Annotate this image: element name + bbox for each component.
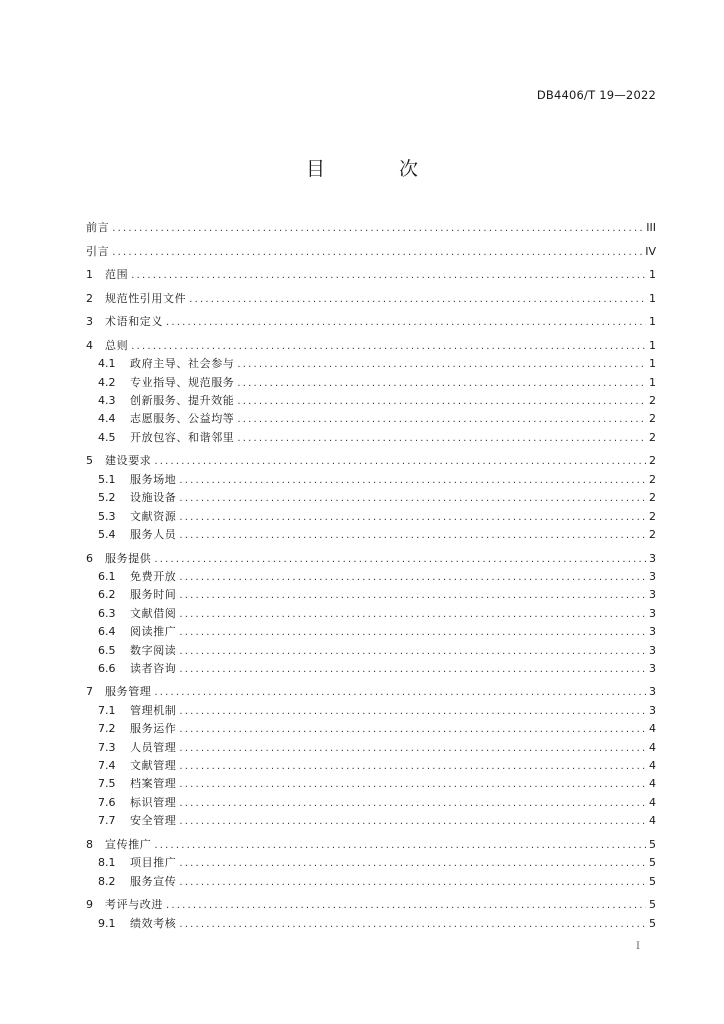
toc-entry[interactable]	[86, 775, 656, 793]
toc-entry-label: 引言	[86, 244, 110, 258]
toc-leader-dots	[166, 897, 646, 915]
toc-leader-dots	[237, 393, 646, 411]
toc-entry[interactable]	[86, 720, 656, 738]
toc-entry[interactable]	[86, 568, 656, 586]
toc-leader-dots	[237, 356, 646, 374]
toc-entry-page: 5	[649, 898, 656, 912]
toc-entry-page: 2	[649, 394, 656, 408]
toc-entry-page: IV	[645, 244, 656, 258]
toc-entry-number: 5	[86, 454, 93, 468]
toc-entry-number: 4.3	[98, 394, 116, 408]
toc-entry-label: 政府主导、社会参与	[130, 357, 235, 371]
toc-entry-label: 规范性引用文件	[105, 291, 187, 305]
toc-leader-dots	[179, 776, 646, 794]
toc-leader-dots	[237, 411, 646, 429]
toc-leader-dots	[179, 606, 646, 624]
toc-entry-number: 5.3	[98, 509, 116, 523]
toc-entry-page: 3	[649, 588, 656, 602]
toc-entry-page: 4	[649, 722, 656, 736]
toc-entry[interactable]	[86, 739, 656, 757]
toc-entry[interactable]	[86, 471, 656, 489]
toc-entry-label: 开放包容、和谐邻里	[130, 430, 235, 444]
toc-entry-number: 9.1	[98, 916, 116, 930]
toc-entry-number: 6.6	[98, 661, 116, 675]
toc-leader-dots	[179, 813, 646, 831]
toc-entry-page: 4	[649, 777, 656, 791]
toc-entry-number: 7.5	[98, 777, 116, 791]
toc-leader-dots	[112, 220, 643, 238]
toc-leader-dots	[179, 758, 646, 776]
toc-entry-number: 7.7	[98, 814, 116, 828]
toc-leader-dots	[179, 721, 646, 739]
toc-entry-page: 1	[649, 315, 656, 329]
toc-entry-page: 1	[649, 268, 656, 282]
toc-entry-number: 7.6	[98, 795, 116, 809]
toc-entry[interactable]	[86, 429, 656, 447]
toc-entry-page: 3	[649, 685, 656, 699]
toc-entry-label: 人员管理	[130, 740, 177, 754]
toc-entry-number: 7.1	[98, 703, 116, 717]
toc-entry-label: 总则	[105, 338, 129, 352]
toc-entry[interactable]	[86, 757, 656, 775]
toc-leader-dots	[154, 551, 646, 569]
toc-entry-page: 2	[649, 454, 656, 468]
toc-entry-label: 文献资源	[130, 509, 177, 523]
toc-leader-dots	[179, 587, 646, 605]
toc-entry-label: 专业指导、规范服务	[130, 375, 235, 389]
toc-entry-page: III	[646, 221, 656, 234]
toc-entry-number: 4.1	[98, 357, 116, 371]
toc-entry-label: 服务宣传	[130, 874, 177, 888]
toc-entry-label: 安全管理	[130, 814, 177, 828]
toc-leader-dots	[166, 314, 646, 332]
toc-leader-dots	[131, 267, 646, 285]
toc-leader-dots	[179, 509, 646, 527]
toc-entry-label: 设施设备	[130, 491, 177, 505]
toc-leader-dots	[179, 874, 646, 892]
toc-leader-dots	[237, 430, 646, 448]
toc-entry-page: 3	[649, 551, 656, 565]
toc-leader-dots	[179, 703, 646, 721]
toc-entry-page: 2	[649, 527, 656, 541]
toc-leader-dots	[179, 643, 646, 661]
toc-entry-number: 8.1	[98, 856, 116, 870]
toc-entry-label: 免费开放	[130, 569, 177, 583]
toc-entry-number: 8	[86, 837, 93, 851]
toc-entry-page: 2	[649, 430, 656, 444]
toc-entry[interactable]	[86, 452, 656, 470]
toc-leader-dots	[179, 855, 646, 873]
toc-entry-page: 3	[649, 625, 656, 639]
toc-entry-number: 4	[86, 338, 93, 352]
toc-leader-dots	[154, 837, 646, 855]
toc-entry-label: 志愿服务、公益均等	[130, 412, 235, 426]
toc-entry-number: 9	[86, 898, 93, 912]
toc-leader-dots	[179, 916, 646, 934]
toc-entry-page: 3	[649, 643, 656, 657]
toc-leader-dots	[154, 453, 646, 471]
toc-entry-label: 数字阅读	[130, 643, 177, 657]
table-of-contents	[86, 219, 656, 933]
toc-entry-number: 7.2	[98, 722, 116, 736]
toc-entry-page: 1	[649, 375, 656, 389]
toc-leader-dots	[154, 684, 646, 702]
toc-entry-label: 服务管理	[105, 685, 152, 699]
toc-entry[interactable]	[86, 266, 656, 284]
toc-entry-page: 5	[649, 874, 656, 888]
toc-entry-label: 档案管理	[130, 777, 177, 791]
toc-entry-page: 4	[649, 740, 656, 754]
toc-entry-page: 2	[649, 412, 656, 426]
toc-entry-number: 5.2	[98, 491, 116, 505]
toc-entry-label: 服务时间	[130, 588, 177, 602]
toc-entry-number: 7.3	[98, 740, 116, 754]
toc-entry-page: 1	[649, 357, 656, 371]
toc-entry-number: 7	[86, 685, 93, 699]
toc-entry-label: 范围	[105, 268, 129, 282]
toc-leader-dots	[179, 472, 646, 490]
toc-entry-label: 阅读推广	[130, 625, 177, 639]
toc-entry-page: 4	[649, 814, 656, 828]
toc-entry-label: 宣传推广	[105, 837, 152, 851]
toc-title: 目 次	[305, 158, 453, 180]
toc-entry-page: 1	[649, 338, 656, 352]
toc-entry-page: 2	[649, 509, 656, 523]
toc-entry[interactable]	[86, 243, 656, 261]
toc-entry-label: 读者咨询	[130, 661, 177, 675]
toc-entry-page: 3	[649, 606, 656, 620]
toc-entry[interactable]	[86, 605, 656, 623]
toc-entry-number: 5.4	[98, 527, 116, 541]
toc-leader-dots	[131, 338, 646, 356]
toc-leader-dots	[189, 291, 646, 309]
toc-entry-label: 文献管理	[130, 759, 177, 773]
toc-entry-page: 4	[649, 759, 656, 773]
toc-entry-label: 服务提供	[105, 551, 152, 565]
toc-leader-dots	[179, 740, 646, 758]
toc-entry-page: 2	[649, 491, 656, 505]
toc-entry[interactable]	[86, 337, 656, 355]
toc-entry-number: 4.2	[98, 375, 116, 389]
toc-entry-page: 3	[649, 703, 656, 717]
toc-leader-dots	[237, 375, 646, 393]
toc-entry[interactable]	[86, 683, 656, 701]
page-number: I	[636, 941, 640, 952]
toc-entry[interactable]	[86, 642, 656, 660]
toc-entry-number: 3	[86, 315, 93, 329]
toc-entry[interactable]	[86, 794, 656, 812]
toc-entry-number: 4.5	[98, 430, 116, 444]
toc-entry-label: 创新服务、提升效能	[130, 394, 235, 408]
toc-leader-dots	[179, 490, 646, 508]
toc-entry[interactable]	[86, 836, 656, 854]
toc-leader-dots	[179, 624, 646, 642]
toc-entry-number: 8.2	[98, 874, 116, 888]
toc-entry[interactable]	[86, 623, 656, 641]
toc-entry[interactable]	[86, 915, 656, 933]
toc-entry[interactable]	[86, 374, 656, 392]
toc-entry-label: 管理机制	[130, 703, 177, 717]
toc-entry[interactable]	[86, 854, 656, 872]
toc-entry-label: 服务场地	[130, 472, 177, 486]
toc-leader-dots	[179, 569, 646, 587]
toc-leader-dots	[179, 527, 646, 545]
toc-entry[interactable]	[86, 550, 656, 568]
toc-entry[interactable]	[86, 489, 656, 507]
toc-entry-number: 6.3	[98, 606, 116, 620]
toc-entry-page: 2	[649, 472, 656, 486]
toc-entry-page: 3	[649, 569, 656, 583]
toc-entry[interactable]	[86, 896, 656, 914]
toc-entry-label: 术语和定义	[105, 315, 163, 329]
toc-entry[interactable]	[86, 392, 656, 410]
toc-entry-label: 文献借阅	[130, 606, 177, 620]
toc-entry-page: 5	[649, 837, 656, 851]
toc-entry-page: 1	[649, 291, 656, 305]
toc-entry-label: 标识管理	[130, 795, 177, 809]
toc-entry-number: 1	[86, 268, 93, 282]
toc-entry-number: 6.4	[98, 625, 116, 639]
toc-entry-label: 绩效考核	[130, 916, 177, 930]
toc-entry-number: 6	[86, 551, 93, 565]
toc-entry-number: 6.2	[98, 588, 116, 602]
toc-entry[interactable]	[86, 812, 656, 830]
toc-entry[interactable]	[86, 508, 656, 526]
toc-entry[interactable]	[86, 219, 656, 237]
toc-entry[interactable]	[86, 290, 656, 308]
toc-entry-label: 建设要求	[105, 454, 152, 468]
toc-entry-number: 6.5	[98, 643, 116, 657]
toc-entry-number: 5.1	[98, 472, 116, 486]
toc-entry-label: 前言	[86, 221, 110, 234]
toc-entry-label: 服务运作	[130, 722, 177, 736]
toc-leader-dots	[179, 661, 646, 679]
toc-entry[interactable]	[86, 410, 656, 428]
toc-entry-page: 4	[649, 795, 656, 809]
toc-entry-number: 4.4	[98, 412, 116, 426]
toc-entry-page: 5	[649, 916, 656, 930]
toc-leader-dots	[112, 244, 642, 262]
toc-entry[interactable]	[86, 313, 656, 331]
toc-entry[interactable]	[86, 702, 656, 720]
toc-entry-label: 服务人员	[130, 527, 177, 541]
toc-entry[interactable]	[86, 873, 656, 891]
toc-entry-number: 7.4	[98, 759, 116, 773]
toc-entry[interactable]	[86, 526, 656, 544]
toc-entry-number: 2	[86, 291, 93, 305]
toc-entry-number: 6.1	[98, 569, 116, 583]
toc-entry[interactable]	[86, 660, 656, 678]
toc-entry-page: 3	[649, 661, 656, 675]
toc-entry-label: 项目推广	[130, 856, 177, 870]
toc-entry-page: 5	[649, 856, 656, 870]
toc-leader-dots	[179, 795, 646, 813]
toc-entry[interactable]	[86, 586, 656, 604]
toc-entry[interactable]	[86, 355, 656, 373]
toc-entry-label: 考评与改进	[105, 898, 163, 912]
document-code: DB4406/T 19—2022	[536, 88, 656, 102]
